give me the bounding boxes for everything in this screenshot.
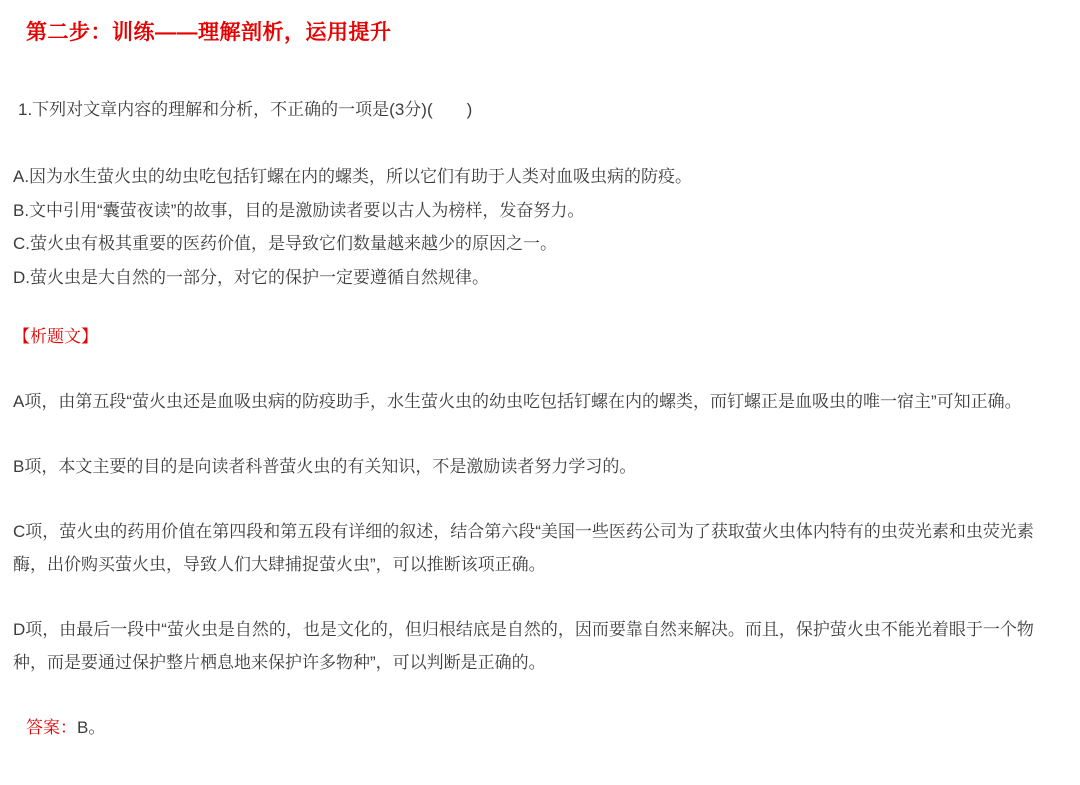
option-c: C.萤火虫有极其重要的医药价值，是导致它们数量越来越少的原因之一。 — [13, 234, 557, 253]
page-title: 第二步：训练——理解剖析，运用提升 — [26, 21, 392, 44]
analysis-paragraph-d: D项，由最后一段中“萤火虫是自然的，也是文化的，但归根结底是自然的，因而要靠自然来解决。而且，保护萤火虫不能光着眼于一个物种，而是要通过保护整片栖息地来保护许多物种”，可以判断是正确的。 — [13, 620, 1034, 672]
question-text: 1.下列对文章内容的理解和分析，不正确的一项是(3分)( ) — [18, 100, 473, 119]
option-d: D.萤火虫是大自然的一部分，对它的保护一定要遵循自然规律。 — [13, 267, 489, 287]
answer-line — [26, 711, 1054, 744]
option-a: A.因为水生萤火虫的幼虫吃包括钉螺在内的螺类，所以它们有助于人类对血吸虫病的防疫。 — [13, 167, 693, 186]
option-b: B.文中引用“囊萤夜读”的故事，目的是激励读者要以古人为榜样，发奋努力。 — [13, 200, 585, 220]
answer-label: 答案： — [26, 718, 77, 737]
analysis-paragraph-c: C项，萤火虫的药用价值在第四段和第五段有详细的叙述，结合第六段“美国一些医药公司为了获取萤火虫体内特有的虫荧光素和虫荧光素酶，出价购买萤火虫，导致人们大肆捕捉萤火虫”，可以推断该项正确。 — [13, 522, 1034, 574]
analysis-heading: 【析题文】 — [13, 327, 98, 346]
analysis-paragraph-b: B项，本文主要的目的是向读者科普萤火虫的有关知识，不是激励读者努力学习的。 — [13, 457, 637, 476]
answer-value: B。 — [77, 718, 106, 737]
option-list — [13, 160, 1054, 294]
analysis-paragraph-a: A项，由第五段“萤火虫还是血吸虫病的防疫助手，水生萤火虫的幼虫吃包括钉螺在内的螺类，而钉螺正是血吸虫的唯一宿主”可知正确。 — [13, 392, 1022, 411]
